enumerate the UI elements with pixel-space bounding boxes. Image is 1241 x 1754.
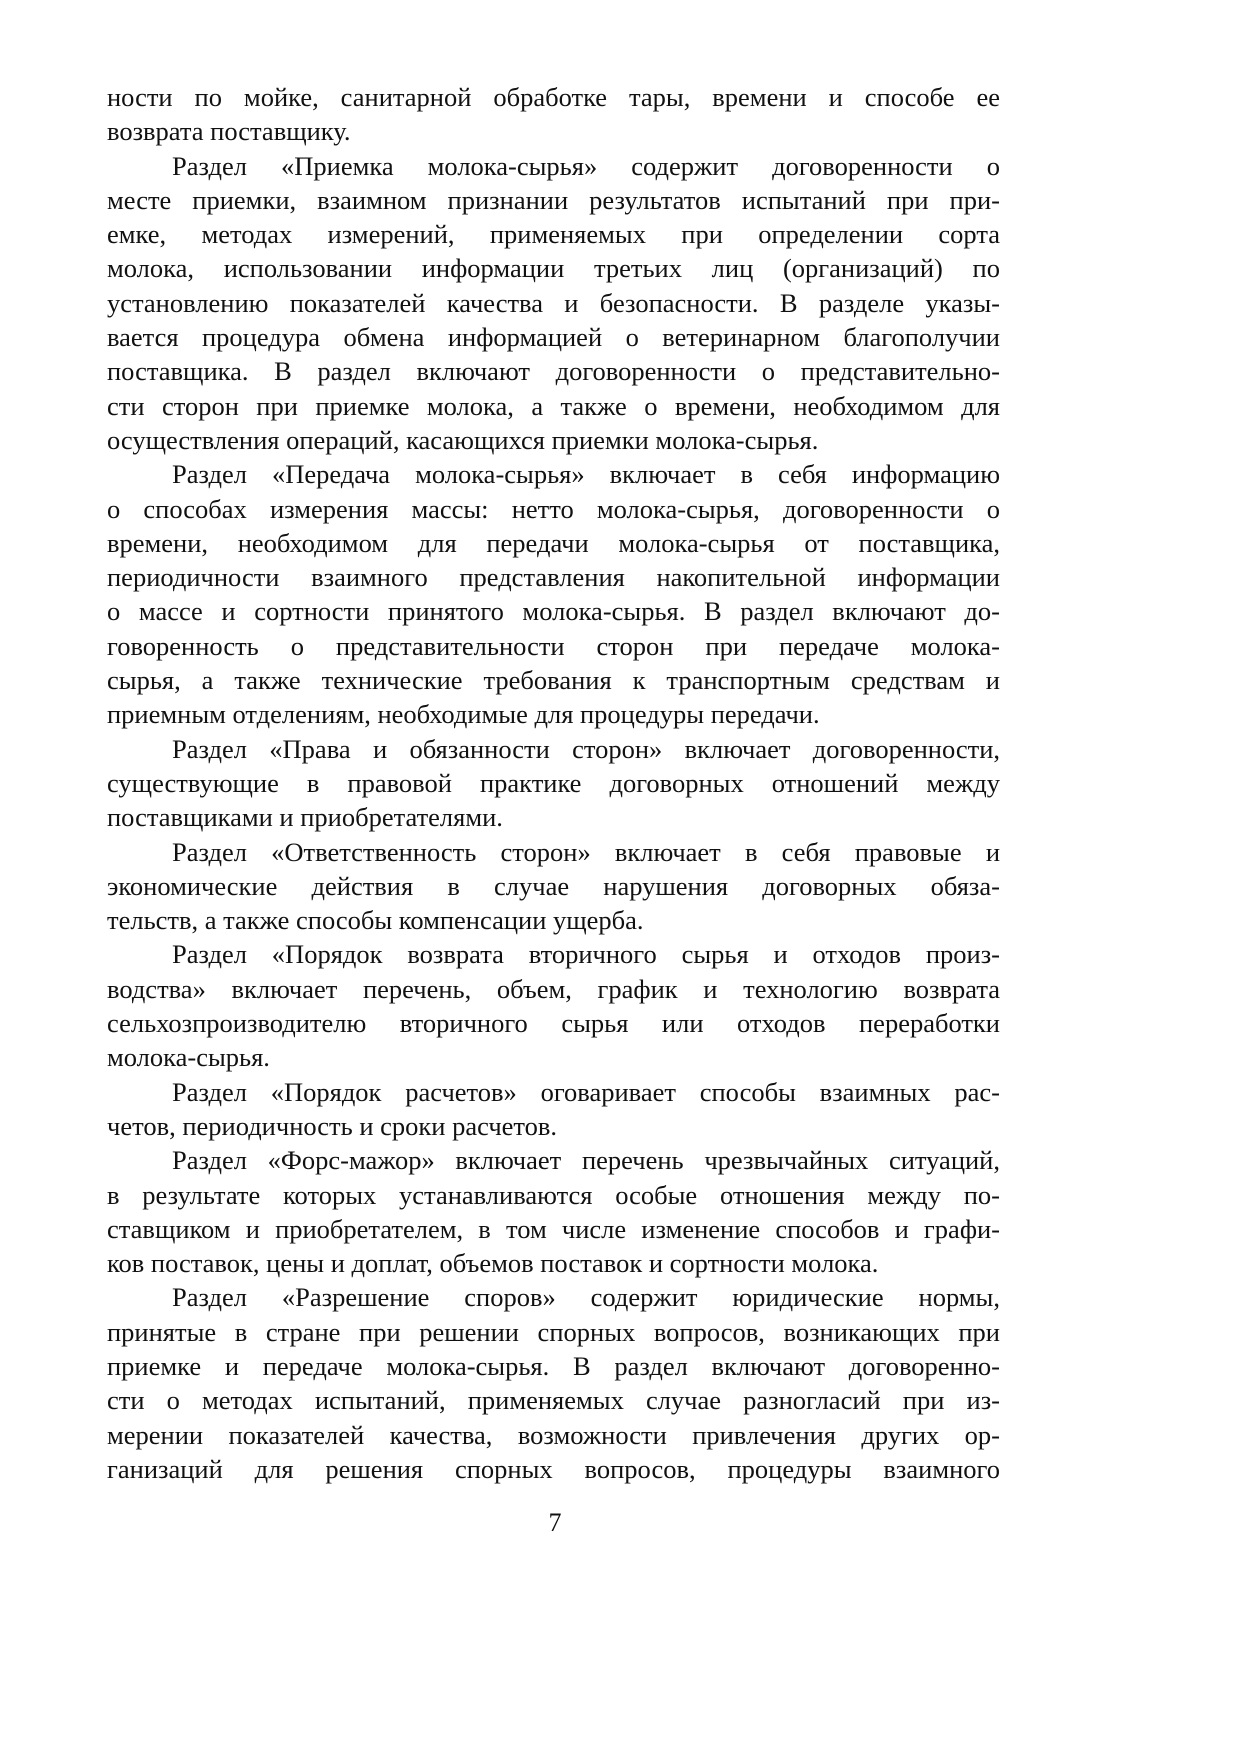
text-line: о массе и сортности принятого молока-сырья. В раздел включают до-	[107, 596, 1000, 627]
text-line: существующие в правовой практике договорных отношений между	[107, 767, 1000, 798]
text-line: тельств, а также способы компенсации ущерба.	[107, 905, 644, 936]
text-line: водства» включает перечень, объем, график и технологию возврата	[107, 973, 1000, 1004]
text-line: приемке и передаче молока-сырья. В раздел включают договоренно-	[107, 1350, 1000, 1381]
text-line: сырья, а также технические требования к транспортным средствам и	[107, 665, 1000, 696]
text-line: четов, периодичность и сроки расчетов.	[107, 1110, 558, 1141]
text-line: Раздел «Порядок расчетов» оговаривает способы взаимных рас-	[172, 1076, 1000, 1107]
text-line: установлению показателей качества и безопасности. В разделе указы-	[107, 287, 1000, 318]
text-line: осуществления операций, касающихся приемки молока-сырья.	[107, 424, 819, 455]
text-line: возврата поставщику.	[107, 116, 351, 147]
page-number: 7	[548, 1508, 562, 1537]
text-line: ков поставок, цены и доплат, объемов поставок и сортности молока.	[107, 1248, 879, 1279]
text-line: приемным отделениям, необходимые для процедуры передачи.	[107, 699, 820, 730]
text-line: сельхозпроизводителю вторичного сырья или отходов переработки	[107, 1008, 1000, 1039]
text-line: ности по мойке, санитарной обработке тары, времени и способе ее	[107, 82, 1000, 112]
text-line: емке, методах измерений, применяемых при определении сорта	[107, 219, 1000, 250]
text-line: Раздел «Передача молока-сырья» включает в себя информацию	[172, 459, 1000, 490]
document-body	[107, 80, 1000, 1486]
text-line: ставщиком и приобретателем, в том числе изменение способов и графи-	[107, 1213, 1000, 1244]
text-line: месте приемки, взаимном признании результатов испытаний при при-	[107, 184, 1000, 215]
text-line: в результате которых устанавливаются особые отношения между по-	[107, 1179, 1000, 1210]
paragraph	[107, 732, 1000, 835]
paragraph	[107, 1143, 1000, 1280]
text-line: молока, использовании информации третьих лиц (организаций) по	[107, 253, 1000, 284]
text-line: Раздел «Приемка молока-сырья» содержит договоренности о	[172, 150, 1000, 181]
paragraph	[107, 80, 1000, 149]
paragraph	[107, 457, 1000, 731]
paragraph	[107, 1075, 1000, 1144]
paragraph	[107, 937, 1000, 1074]
text-line: ганизаций для решения спорных вопросов, процедуры взаимного	[107, 1453, 1000, 1484]
paragraph	[107, 149, 1000, 458]
text-line: поставщиками и приобретателями.	[107, 802, 503, 833]
text-line: периодичности взаимного представления накопительной информации	[107, 562, 1000, 593]
text-line: поставщика. В раздел включают договоренности о представительно-	[107, 356, 1000, 387]
text-line: говоренность о представительности сторон при передаче молока-	[107, 630, 1000, 661]
text-line: вается процедура обмена информацией о ветеринарном благополучии	[107, 322, 1000, 353]
paragraph	[107, 835, 1000, 938]
text-line: времени, необходимом для передачи молока-сырья от поставщика,	[107, 527, 1000, 558]
text-line: Раздел «Разрешение споров» содержит юридические нормы,	[172, 1282, 1000, 1313]
text-line: сти сторон при приемке молока, а также о времени, необходимом для	[107, 390, 1000, 421]
text-line: сти о методах испытаний, применяемых случае разногласий при из-	[107, 1385, 1000, 1416]
text-line: Раздел «Форс-мажор» включает перечень чрезвычайных ситуаций,	[172, 1145, 1000, 1176]
text-line: Раздел «Права и обязанности сторон» включает договоренности,	[172, 733, 1000, 764]
text-line: принятые в стране при решении спорных вопросов, возникающих при	[107, 1316, 1000, 1347]
text-line: Раздел «Порядок возврата вторичного сырья и отходов произ-	[172, 939, 1000, 970]
text-line: экономические действия в случае нарушения договорных обяза-	[107, 870, 1000, 901]
text-line: мерении показателей качества, возможности привлечения других ор-	[107, 1419, 1000, 1450]
text-line: молока-сырья.	[107, 1042, 270, 1073]
text-line: Раздел «Ответственность сторон» включает в себя правовые и	[172, 836, 1000, 867]
paragraph	[107, 1280, 1000, 1486]
text-line: о способах измерения массы: нетто молока-сырья, договоренности о	[107, 493, 1000, 524]
